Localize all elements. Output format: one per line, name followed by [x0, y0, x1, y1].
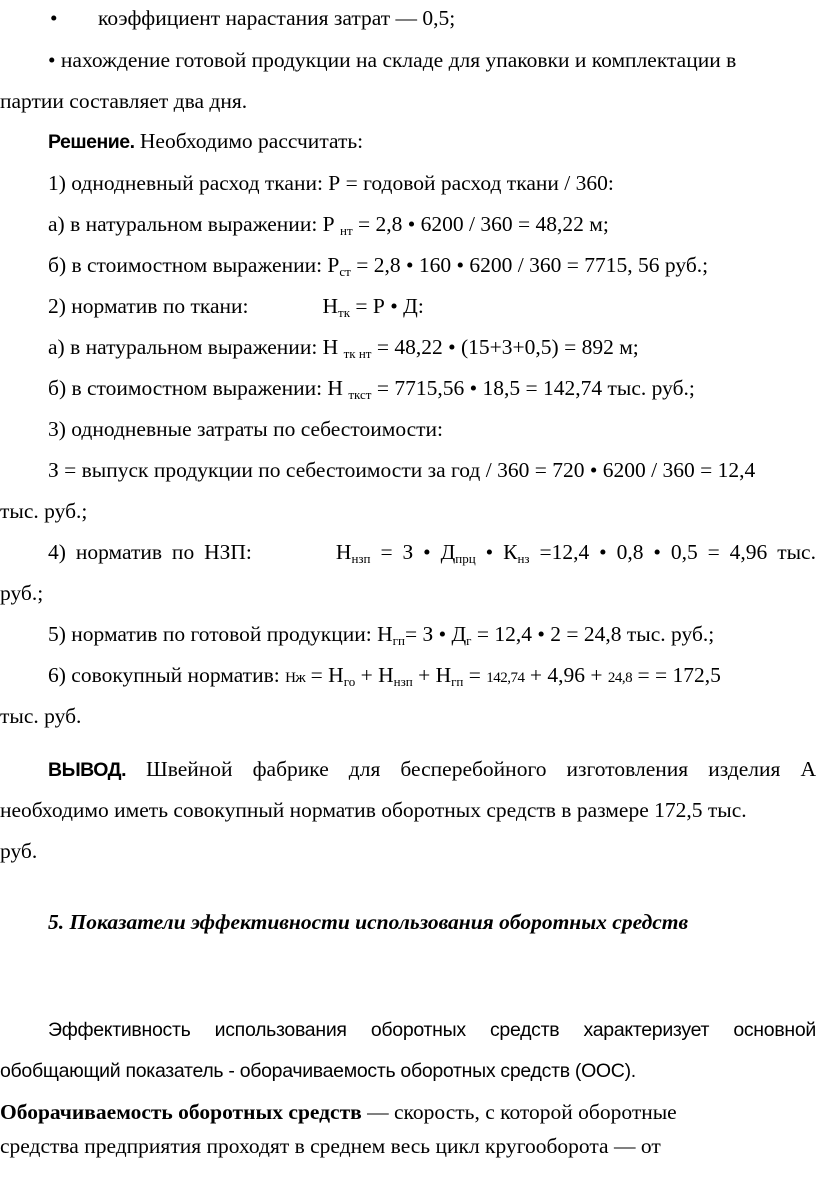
formula-small: 24,8: [607, 670, 633, 686]
step-5: [0, 621, 816, 647]
text: = 7715,56 • 18,5 = 142,74 тыс. руб.;: [371, 376, 695, 400]
text: 5) норматив по готовой продукции: Н: [48, 622, 393, 646]
step-1b: [0, 252, 816, 278]
bullet-text: коэффициент нарастания затрат — 0,5;: [98, 6, 456, 30]
subscript: нз: [517, 551, 530, 566]
conclusion-label: ВЫВОД.: [48, 759, 126, 781]
text: = Р • Д:: [350, 294, 424, 318]
subscript: го: [343, 674, 356, 689]
text: = 2,8 • 160 • 6200 / 360 = 7715, 56 руб.;: [350, 253, 709, 277]
subscript: нт: [340, 223, 353, 238]
text: = 48,22 • (15+3+0,5) = 892 м;: [371, 335, 639, 359]
formula-small: 142,74: [486, 670, 525, 686]
step-1a: [0, 211, 816, 237]
text: 2) норматив по ткани:: [48, 294, 249, 318]
bullet-icon: •: [50, 6, 58, 30]
definition-term: Оборачиваемость оборотных средств: [0, 1100, 362, 1124]
text: а) в натуральном выражении: Р: [48, 212, 341, 236]
subscript: тк нт: [343, 346, 372, 361]
conclusion-line-3: руб.: [0, 839, 38, 863]
subscript: прц: [455, 551, 476, 566]
step-6: [0, 662, 816, 691]
step-3-formula: З = выпуск продукции по себестоимости за год / 360 = 720 • 6200 / 360 = 12,4: [48, 458, 756, 482]
text: • К: [475, 540, 518, 564]
definition-line: [0, 1099, 816, 1125]
step-3-cont: тыс. руб.;: [0, 499, 88, 523]
text: + 4,96 +: [524, 663, 608, 687]
subscript: нзп: [351, 551, 371, 566]
step-2b: [0, 375, 816, 401]
subscript: гп: [451, 674, 464, 689]
subscript: тк: [338, 305, 351, 320]
solution-text: Необходимо рассчитать:: [134, 129, 364, 153]
efficiency-paragraph: Эффективность использования оборотных средств характеризует основной: [48, 1019, 816, 1041]
bullet-line-2: • нахождение готовой продукции на складе для упаковки и комплектации в: [48, 48, 737, 72]
step-1: 1) однодневный расход ткани: Р = годовой расход ткани / 360:: [48, 171, 614, 195]
step-2a: [0, 334, 816, 360]
subscript: г: [466, 633, 472, 648]
step-3: 3) однодневные затраты по себестоимости:: [48, 417, 444, 441]
text: = = 172,5: [632, 663, 721, 687]
text: + Н: [355, 663, 394, 687]
subscript: ткст: [348, 387, 372, 402]
subscript: нзп: [393, 674, 413, 689]
definition-line-2: средства предприятия проходят в среднем весь цикл кругооборота — от: [0, 1134, 661, 1158]
text: = 2,8 • 6200 / 360 = 48,22 м;: [352, 212, 609, 236]
conclusion-line-2: необходимо иметь совокупный норматив оборотных средств в размере 172,5 тыс.: [0, 798, 747, 822]
text: + Н: [412, 663, 452, 687]
text: 6) совокупный норматив:: [48, 663, 286, 687]
text: Н: [322, 294, 339, 318]
subscript: гп: [392, 633, 405, 648]
step-4-cont: руб.;: [0, 581, 44, 605]
step-2: [0, 293, 816, 319]
text: =: [463, 663, 487, 687]
paragraph-line: партии составляет два дня.: [0, 89, 248, 113]
text: б) в стоимостном выражении: Н: [48, 376, 349, 400]
conclusion-line: [0, 756, 816, 783]
text: = Н: [305, 663, 344, 687]
text: а) в натуральном выражении: Н: [48, 335, 344, 359]
text: = З • Д: [370, 540, 456, 564]
section-heading: 5. Показатели эффективности использования оборотных средств: [48, 910, 689, 934]
text: 4) норматив по НЗП:: [48, 540, 252, 564]
text: = З • Д: [404, 622, 467, 646]
definition-text: — скорость, с которой оборотные: [361, 1100, 677, 1124]
solution-line: [0, 128, 816, 155]
step-4: [0, 539, 816, 565]
step-6-cont: тыс. руб.: [0, 704, 82, 728]
solution-label: Решение.: [48, 131, 135, 153]
text: б) в стоимостном выражении: Р: [48, 253, 340, 277]
formula-small: Нж: [285, 670, 306, 686]
text: Н: [335, 540, 352, 564]
conclusion-text: Швейной фабрике для бесперебойного изготовления изделия А: [126, 757, 816, 781]
subscript: ст: [339, 264, 351, 279]
efficiency-paragraph-2: обобщающий показатель - оборачиваемость оборотных средств (ООС).: [0, 1060, 636, 1082]
text: =12,4 • 0,8 • 0,5 = 4,96 тыс.: [529, 540, 816, 564]
text: = 12,4 • 2 = 24,8 тыс. руб.;: [471, 622, 715, 646]
bullet-line-1: [0, 5, 816, 31]
